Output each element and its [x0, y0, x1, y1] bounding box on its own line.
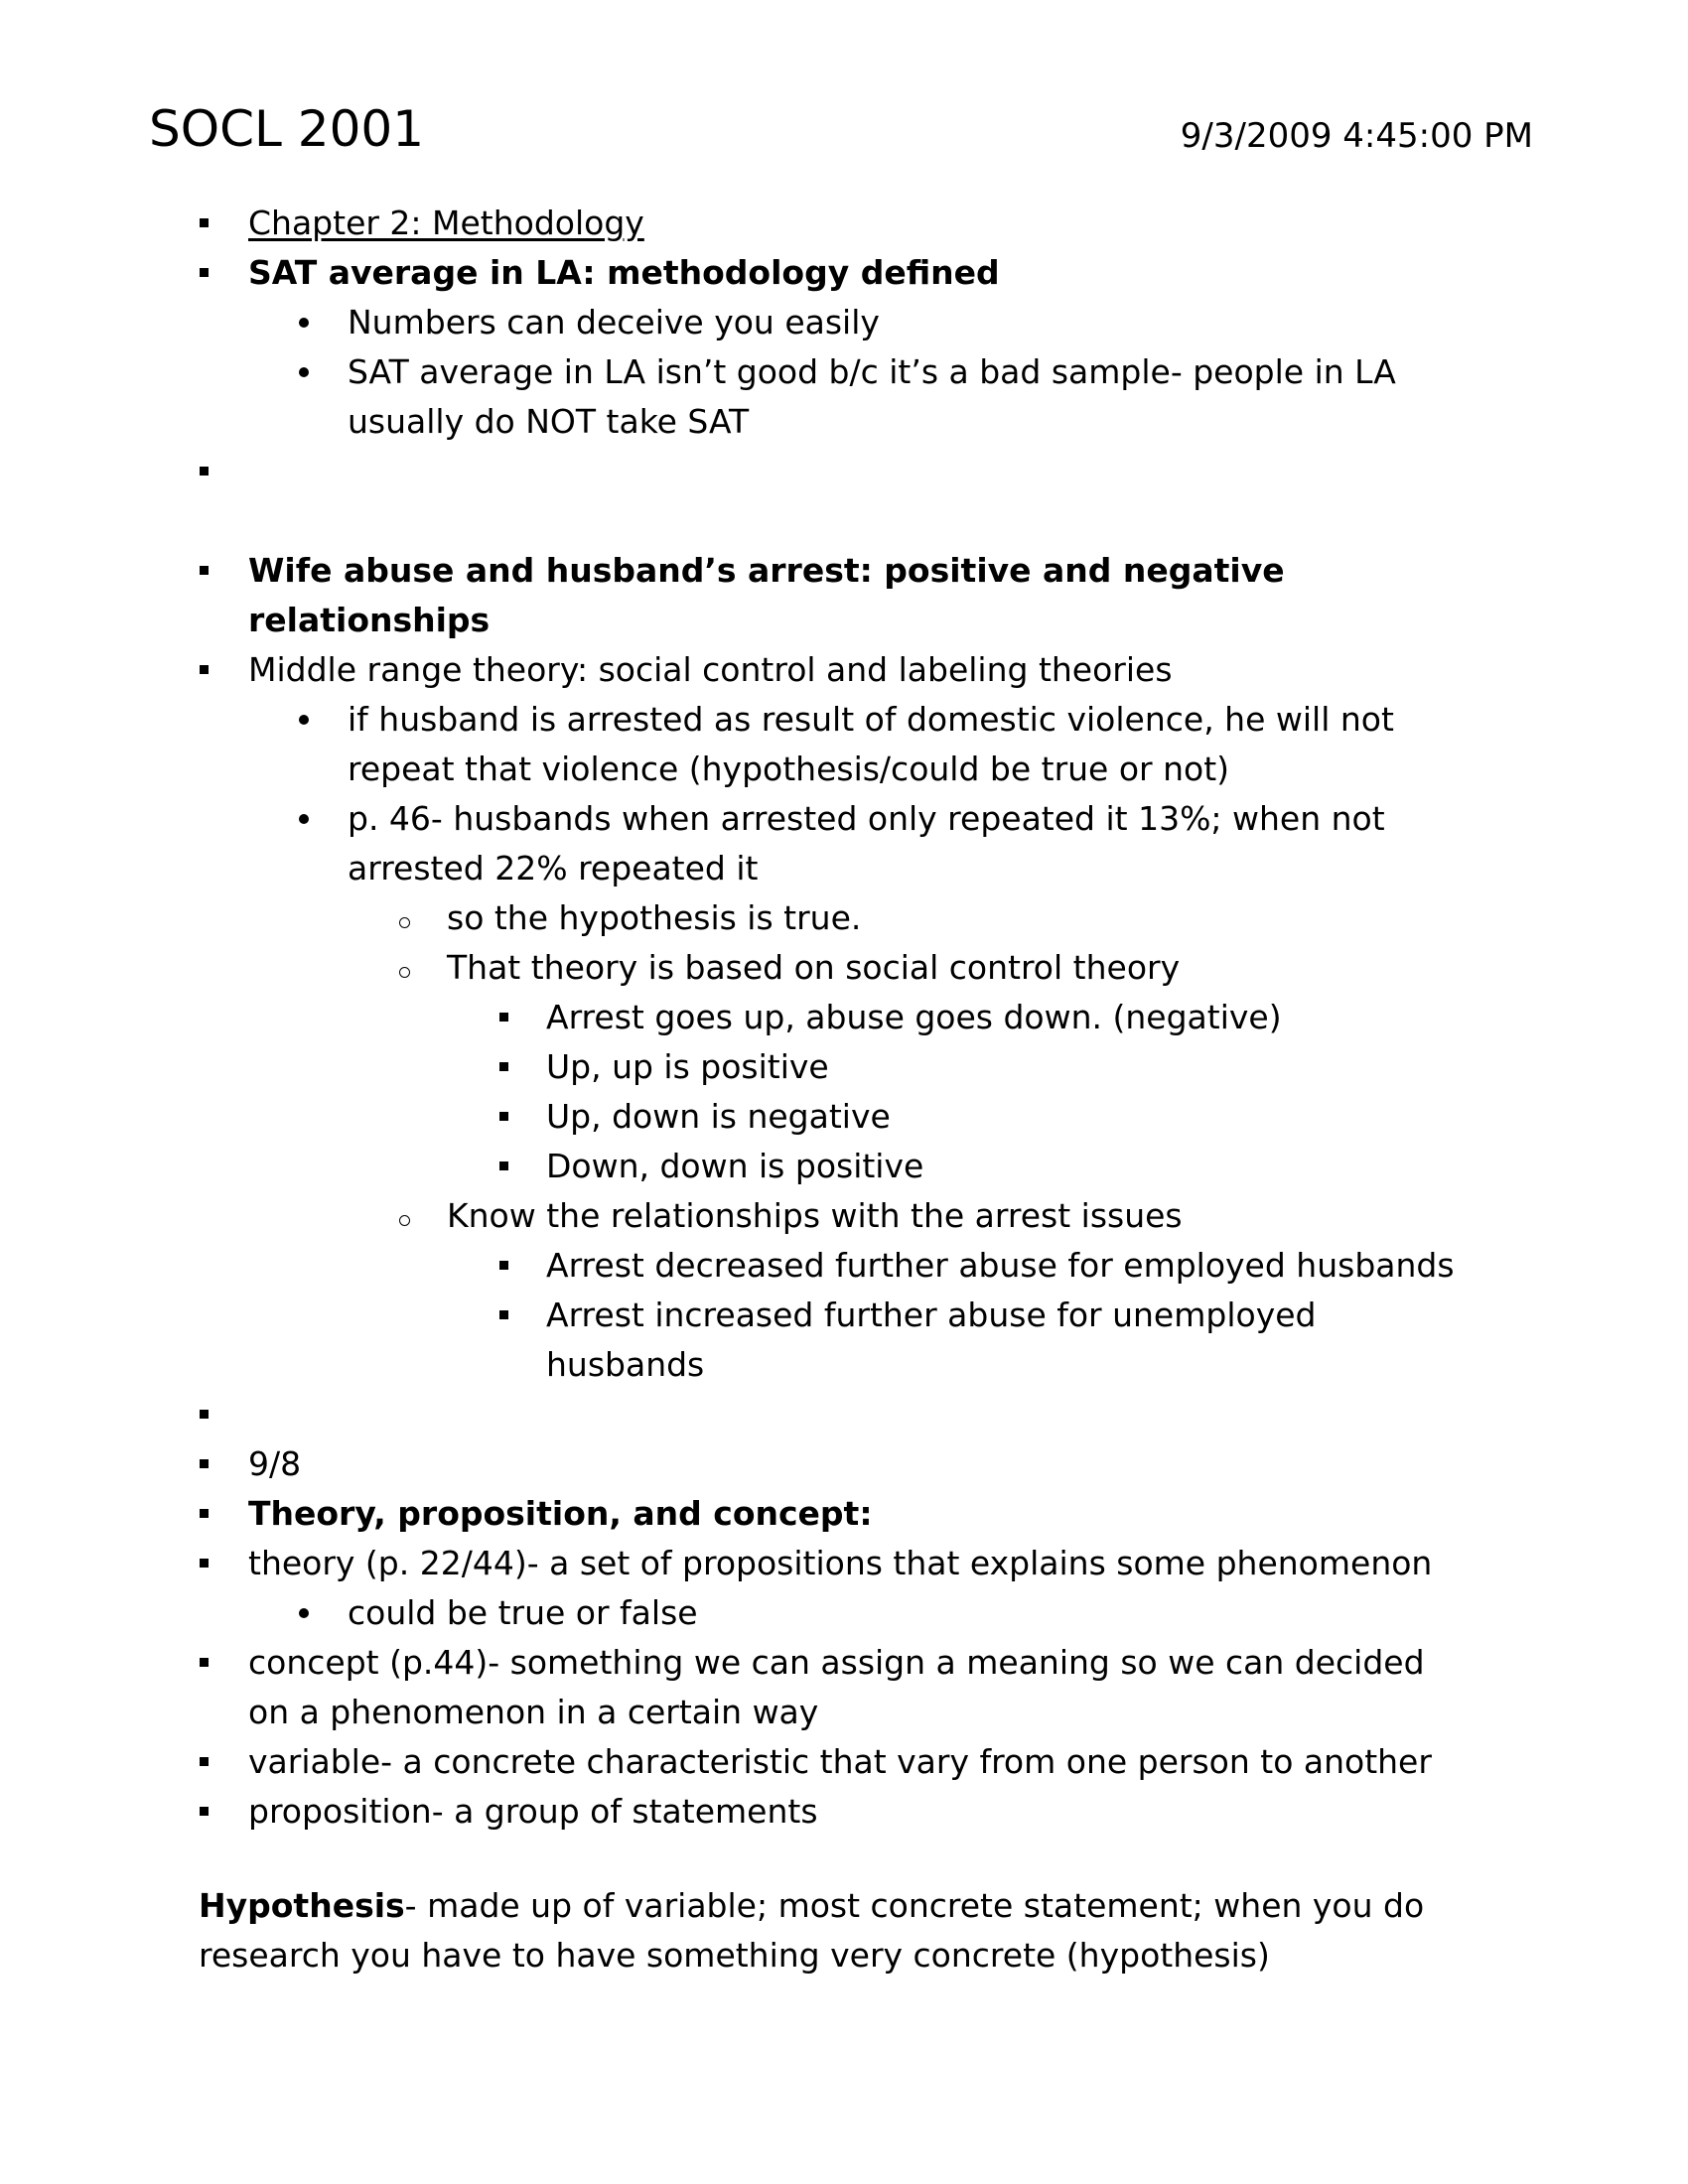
list-item [0, 1291, 1688, 1340]
list-item [0, 1787, 1688, 1837]
chapter-heading: Chapter 2: Methodology [248, 204, 644, 242]
notes-list [0, 199, 1688, 1837]
list-item [0, 347, 1688, 397]
concept-definition: on a phenomenon in a certain way [248, 1693, 819, 1731]
list-item [0, 1737, 1688, 1787]
list-item [0, 1489, 1688, 1539]
wife-abuse-heading: relationships [248, 601, 491, 639]
list-item [0, 1142, 1688, 1191]
sat-point: Numbers can deceive you easily [348, 303, 880, 341]
square-bullet-icon [189, 248, 218, 298]
dot-bullet-icon [289, 1588, 319, 1638]
tpc-heading: Theory, proposition, and concept: [248, 1494, 873, 1533]
wife-abuse-heading: Wife abuse and husband’s arrest: positive and negative [248, 551, 1285, 590]
husband-point: repeat that violence (hypothesis/could be true or not) [348, 750, 1230, 788]
list-item [0, 943, 1688, 993]
square-bullet-icon [189, 1787, 218, 1837]
list-item [0, 1588, 1688, 1638]
relationship-point: Up, down is negative [546, 1097, 891, 1136]
theory-note: could be true or false [348, 1593, 698, 1632]
husband-point: if husband is arrested as result of domestic violence, he will not [348, 700, 1394, 739]
square-bullet-icon [189, 199, 218, 248]
list-item [0, 1241, 1688, 1291]
square-bullet-icon [189, 1737, 218, 1787]
p46-point: arrested 22% repeated it [348, 849, 759, 887]
circle-bullet-icon [389, 1191, 419, 1241]
list-item [0, 1390, 1688, 1439]
document-date: 9/3/2009 4:45:00 PM [1180, 116, 1533, 156]
list-item-continuation [0, 844, 1688, 893]
list-item-continuation [0, 745, 1688, 794]
circle-bullet-icon [389, 943, 419, 993]
dot-bullet-icon [289, 695, 319, 745]
sub-point: Know the relationships with the arrest issues [447, 1196, 1183, 1235]
dot-bullet-icon [289, 298, 319, 347]
square-bullet-icon [189, 1489, 218, 1539]
hypothesis-paragraph [199, 1881, 1489, 1980]
dot-bullet-icon [289, 347, 319, 397]
list-item [0, 546, 1688, 596]
variable-definition: variable- a concrete characteristic that vary from one person to another [248, 1742, 1432, 1781]
list-item [0, 794, 1688, 844]
list-item [0, 1439, 1688, 1489]
sat-point: SAT average in LA isn’t good b/c it’s a bad sample- people in LA [348, 352, 1396, 391]
proposition-definition: proposition- a group of statements [248, 1792, 818, 1831]
theory-definition: theory (p. 22/44)- a set of propositions that explains some phenomenon [248, 1544, 1433, 1582]
square-bullet-icon [189, 645, 218, 695]
list-item-continuation [0, 397, 1688, 447]
list-item [0, 248, 1688, 298]
relationship-point: Down, down is positive [546, 1147, 924, 1185]
list-item [0, 1539, 1688, 1588]
list-item-continuation [0, 1340, 1688, 1390]
p46-point: p. 46- husbands when arrested only repeated it 13%; when not [348, 799, 1385, 838]
list-item [0, 199, 1688, 248]
square-bullet-icon [489, 993, 518, 1042]
list-item [0, 447, 1688, 496]
concept-definition: concept (p.44)- something we can assign a meaning so we can decided [248, 1643, 1425, 1682]
dot-bullet-icon [289, 794, 319, 844]
list-item [0, 645, 1688, 695]
list-item [0, 695, 1688, 745]
list-item [0, 1092, 1688, 1142]
square-bullet-icon [189, 1539, 218, 1588]
square-bullet-icon [189, 546, 218, 596]
square-bullet-icon [489, 1092, 518, 1142]
lecture-date: 9/8 [248, 1444, 302, 1483]
list-item-continuation [0, 596, 1688, 645]
list-item [0, 1042, 1688, 1092]
arrest-point: Arrest decreased further abuse for employed husbands [546, 1246, 1455, 1285]
relationship-point: Up, up is positive [546, 1047, 829, 1086]
hypothesis-term: Hypothesis [199, 1886, 405, 1925]
relationship-point: Arrest goes up, abuse goes down. (negative) [546, 998, 1282, 1036]
square-bullet-icon [189, 1390, 218, 1439]
document-title: SOCL 2001 [149, 100, 425, 158]
square-bullet-icon [489, 1142, 518, 1191]
square-bullet-icon [189, 447, 218, 496]
list-item [0, 298, 1688, 347]
square-bullet-icon [489, 1241, 518, 1291]
sat-point: usually do NOT take SAT [348, 402, 750, 441]
arrest-point: husbands [546, 1345, 705, 1384]
sub-point: That theory is based on social control theory [447, 948, 1181, 987]
list-item [0, 893, 1688, 943]
list-item [0, 993, 1688, 1042]
square-bullet-icon [189, 1439, 218, 1489]
list-item-continuation [0, 1688, 1688, 1737]
hypothesis-definition: - made up of variable; most concrete statement; when you do research you have to have something very concrete (hypothesis) [199, 1886, 1425, 1975]
arrest-point: Arrest increased further abuse for unemployed [546, 1296, 1317, 1334]
blank-line [0, 496, 1688, 546]
list-item [0, 1638, 1688, 1688]
sub-point: so the hypothesis is true. [447, 898, 862, 937]
sat-heading: SAT average in LA: methodology defined [248, 253, 1000, 292]
list-item [0, 1191, 1688, 1241]
middle-range-theory: Middle range theory: social control and labeling theories [248, 650, 1173, 689]
square-bullet-icon [189, 1638, 218, 1688]
square-bullet-icon [489, 1042, 518, 1092]
square-bullet-icon [489, 1291, 518, 1340]
circle-bullet-icon [389, 893, 419, 943]
